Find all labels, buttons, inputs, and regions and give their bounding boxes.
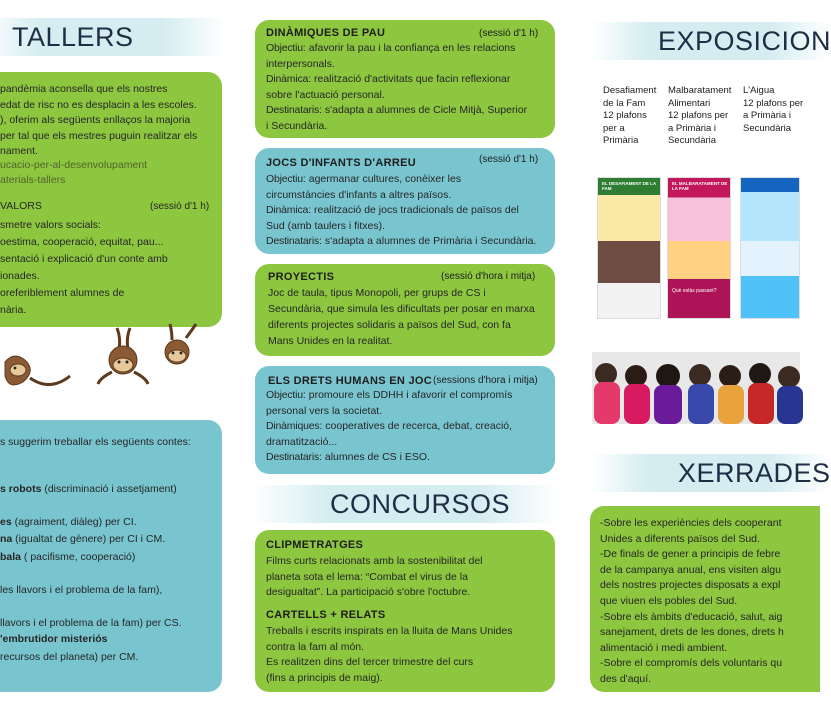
story-item: [0, 550, 135, 566]
xerrades-line: -Sobre els àmbits d'educació, salut, aig: [600, 610, 783, 623]
exposition-item: [603, 85, 656, 148]
poster-heading: EL MALBARATAMENT DE LA FAM: [672, 181, 728, 191]
xerrades-line: de la campanya anual, ens visiten algu: [600, 563, 781, 576]
field-label: Objectiu: [266, 42, 303, 54]
resource-link[interactable]: ucacio-per-al-desenvolupament: [0, 159, 148, 171]
xerrades-title: XERRADES: [678, 458, 831, 488]
exposition-line: Secundària: [743, 122, 792, 134]
card-line: [266, 219, 385, 235]
tallers-title: TALLERS: [12, 22, 134, 52]
story-item: [0, 583, 162, 599]
session-duration: (sessió d'1 h): [479, 154, 539, 165]
card-line: [266, 57, 335, 73]
exposition-line: per a: [603, 122, 625, 134]
card-line: [266, 404, 382, 420]
card-line: [266, 419, 512, 435]
concursos-panel: [255, 530, 555, 692]
card-jocs-infants: [255, 148, 555, 254]
field-value: : realització d'activitats que facin reflexionar: [308, 73, 511, 85]
valors-line: ionades.: [0, 270, 40, 282]
story-title: s robots: [0, 483, 42, 495]
resource-link[interactable]: aterials-tallers: [0, 174, 66, 186]
card-title: ELS DRETS HUMANS EN JOC: [268, 375, 432, 387]
card-line: diferents projectes solidaris a països del Sud, con fa: [268, 319, 511, 331]
card-line: Films curts relacionats amb la sostenibilitat del: [266, 555, 483, 567]
card-line: Secundària, que simula les dificultats per posar en marxa: [268, 303, 535, 315]
tallers-banner: [0, 18, 225, 56]
field-value: : cooperatives de recerca, debat, creació,: [319, 420, 513, 432]
field-value: Sud (amb taulers i fitxes).: [266, 219, 386, 232]
field-value: circumstàncies d'infants a altres països.: [266, 188, 452, 201]
valors-line: oreferiblement alumnes de: [0, 287, 125, 299]
card-line: planeta sota el lema: “Combat el virus de la: [266, 570, 468, 583]
exposition-line: de la Fam: [603, 97, 646, 109]
card-dinamiques-pau: [255, 20, 555, 138]
xerrades-line: Unides a diferents països del Sud.: [600, 532, 760, 545]
card-title: DINÀMIQUES DE PAU: [266, 27, 386, 39]
xerrades-line: -Sobre el compromís dels voluntaris qu: [600, 657, 783, 670]
card-line: [266, 203, 519, 219]
monkeys-illustration: [0, 320, 210, 400]
card-line: [266, 41, 515, 57]
field-value: : s'adapta a alumnes de Cicle Mitjà, Superior: [319, 104, 528, 116]
exposition-line: 12 plafons per: [743, 97, 804, 109]
poster-desafiament-fam: [597, 177, 661, 319]
card-line: [266, 435, 337, 451]
field-value: dramatització...: [266, 435, 338, 448]
story-item: [0, 616, 182, 632]
field-value: personal vers la societat.: [266, 404, 383, 417]
field-label: Objectiu: [266, 173, 303, 185]
session-duration: (sessió d'1 h): [479, 28, 539, 39]
intro-line: edat de risc no es desplacin a les escoles.: [0, 98, 197, 111]
xerrades-line: des d'aquí.: [600, 673, 652, 685]
concursos-banner: [252, 485, 557, 523]
field-label: Dinàmica: [266, 73, 309, 85]
xerrades-banner: [590, 454, 830, 492]
xerrades-line: que viuen els pobles del Sud.: [600, 595, 738, 607]
exposition-line: 12 plafons per: [668, 110, 729, 121]
field-label: Objectiu: [266, 389, 303, 401]
poster-caption: Què estàs passant?: [672, 288, 717, 294]
card-line: Treballs i escrits inspirats en la lluita de Mans Unides: [266, 625, 513, 637]
field-value: sobre l'actuació personal.: [266, 88, 385, 101]
xerrades-line: -Sobre les experiències dels cooperant: [600, 517, 782, 529]
exposicions-banner: [590, 22, 830, 60]
field-value: : agermanar cultures, conèixer les: [302, 173, 462, 185]
field-value: : s'adapta a alumnes de Primària i Secundària.: [319, 235, 537, 247]
story-title: es: [0, 516, 12, 528]
poster-malbaratament: [667, 177, 731, 319]
story-topic: recursos del planeta) per CM.: [0, 651, 139, 663]
card-line: [266, 450, 430, 466]
exposition-line: a Primària i: [668, 122, 717, 134]
field-label: Dinàmica: [266, 204, 309, 216]
exposition-line: Desafiament: [603, 85, 657, 96]
story-item: [0, 532, 165, 548]
story-title: bala: [0, 551, 22, 563]
card-line: Mans Unides en la realitat.: [268, 335, 393, 347]
poster-heading: EL DESAFIAMENT DE LA FAM: [602, 181, 657, 191]
story-topic: (igualtat de gènere) per CI i CM.: [12, 533, 166, 545]
exposition-line: L'Aigua: [743, 85, 775, 96]
card-line: contra la fam al món.: [266, 640, 365, 653]
story-topic: les llavors i el problema de la fam),: [0, 584, 163, 596]
intro-panel: [0, 72, 222, 327]
valors-line: oestima, cooperació, equitat, pau...: [0, 236, 164, 248]
story-title: 'embrutidor misteriós: [0, 633, 108, 645]
session-duration: (sessions d'hora i mitja): [433, 375, 538, 386]
story-topic: (discriminació i assetjament): [41, 483, 177, 495]
card-line: [266, 188, 451, 204]
card-title: JOCS D'INFANTS D'ARREU: [266, 157, 416, 169]
field-value: interpersonals.: [266, 57, 335, 70]
card-line: (fins a principis de maig).: [266, 671, 383, 684]
field-label: Destinataris: [266, 104, 320, 116]
stories-panel: [0, 420, 222, 692]
session-duration: (sessió d'1 h): [150, 201, 210, 212]
intro-line: nament.: [0, 145, 38, 157]
children-photo: [592, 352, 800, 424]
field-label: Dinàmiques: [266, 420, 320, 432]
field-value: : alumnes de CS i ESO.: [319, 451, 430, 463]
exposition-line: Primària: [603, 135, 639, 146]
poster-aigua: [740, 177, 800, 319]
xerrades-line: alimentació i medi ambient.: [600, 641, 728, 654]
exposition-line: Alimentari: [668, 97, 711, 109]
xerrades-line: -De finals de gener a principis de febre: [600, 548, 781, 561]
story-item: [0, 482, 177, 498]
exposition-line: Malbaratament: [668, 85, 732, 96]
card-drets-humans: [255, 366, 555, 474]
story-topic: (agraiment, diàleg) per CI.: [11, 516, 137, 528]
field-value: : realització de jocs tradicionals de països del: [308, 204, 519, 216]
xerrades-line: sanejament, drets de les dones, drets h: [600, 626, 784, 639]
story-topic: ( pacifisme, cooperació): [21, 551, 136, 563]
field-label: Destinataris: [266, 451, 320, 463]
exposition-item: [668, 85, 731, 148]
exposicions-title: EXPOSICION: [658, 26, 831, 56]
card-line: [266, 88, 385, 104]
valors-line: sentació i explicació d'un conte amb: [0, 253, 168, 265]
exposition-line: a Primària i: [743, 110, 792, 121]
card-line: [266, 234, 536, 250]
field-value: : promoure els DDHH i afavorir el compromís: [302, 389, 513, 401]
exposition-line: Secundària: [668, 135, 717, 146]
session-duration: (sessió d'hora i mitja): [441, 271, 536, 282]
card-line: desigualtat”. La participació s'obre l'octubre.: [266, 586, 471, 598]
card-line: [266, 172, 461, 188]
exposition-line: 12 plafons: [603, 110, 647, 121]
xerrades-panel: [590, 506, 820, 692]
story-title: na: [0, 533, 13, 545]
field-value: : afavorir la pau i la confiança en les relacions: [302, 42, 516, 54]
card-proyectis: [255, 264, 555, 356]
intro-line: per tal que els mestres puguin realitzar els: [0, 129, 198, 142]
xerrades-line: dels nostres projectes disposats a expl: [600, 579, 781, 592]
card-line: [266, 103, 527, 119]
field-value: i Secundària.: [266, 119, 328, 132]
card-line: Joc de taula, tipus Monopoli, per grups de CS i: [268, 287, 486, 299]
card-line: [266, 388, 512, 404]
cartells-title: CARTELLS + RELATS: [266, 609, 386, 621]
story-item: [0, 650, 138, 666]
intro-line: pandèmia aconsella que els nostres: [0, 83, 168, 95]
intro-line: ), oferim als següents enllaços la majoria: [0, 114, 191, 126]
stories-intro: s suggerim treballar els següents contes:: [0, 436, 191, 448]
card-line: [266, 72, 510, 88]
field-label: Destinataris: [266, 235, 320, 247]
story-item: [0, 515, 137, 531]
clipmetratges-title: CLIPMETRATGES: [266, 539, 364, 551]
card-line: Es realitzen dins del tercer trimestre del curs: [266, 656, 474, 668]
card-line: [266, 119, 327, 135]
valors-line: nària.: [0, 304, 27, 316]
concursos-title: CONCURSOS: [330, 489, 511, 519]
story-item: [0, 632, 108, 648]
valors-line: smetre valors socials:: [0, 219, 101, 231]
card-title: PROYECTIS: [268, 271, 335, 283]
valors-title: VALORS: [0, 200, 42, 212]
exposition-item: [743, 85, 803, 135]
story-topic: llavors i el problema de la fam) per CS.: [0, 617, 182, 629]
